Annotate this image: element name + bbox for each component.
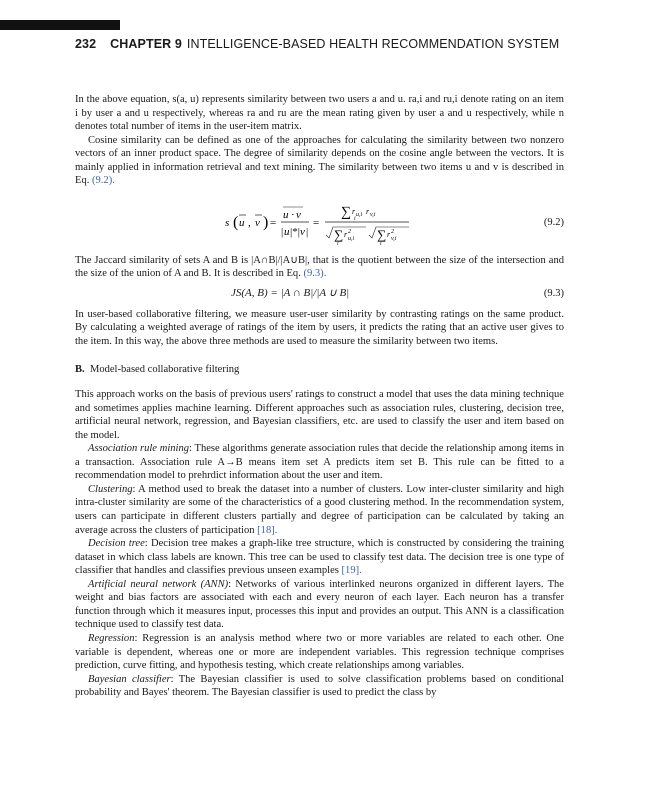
paragraph-clustering (75, 483, 564, 537)
svg-text:i: i (337, 240, 339, 247)
svg-text:|*|: |*| (290, 225, 300, 238)
page-number: 232 (75, 37, 97, 51)
svg-text:2: 2 (348, 228, 351, 235)
section-heading (75, 363, 564, 377)
svg-text:|: | (306, 225, 309, 238)
running-header (75, 37, 575, 51)
paragraph-model-based: This approach works on the basis of previous users' ratings to construct a model that uses the data mining technique and sometimes applies machine learning. Different approaches such as association rules, clustering, decision tree, artificial neural network, regression, and Bayesian classifiers, etc. are used to classify the user and item based on the model. (75, 389, 564, 441)
svg-text:u,i: u,i (348, 235, 355, 242)
svg-text:=: = (270, 216, 277, 229)
paragraph-association-rule (75, 442, 564, 483)
svg-text:i: i (354, 215, 356, 222)
equation-9-3 (75, 283, 564, 305)
section-title: Model-based collaborative filtering (89, 363, 240, 375)
clustering-text: : A method used to break the dataset into a number of clusters. Low inter-cluster similarity and high intra-cluster similarity are some of the characteristics of a good clustering method. In the recommendation system, users can participate in different clusters partially and degree of participation can be calculated by taking an average across the clusters of participation (75, 483, 564, 536)
equation-ref-9-3[interactable]: (9.3). (303, 268, 327, 280)
paragraph-regression (75, 632, 564, 673)
svg-text:r: r (352, 206, 356, 216)
paragraph-bayesian (75, 673, 564, 700)
term-decision-tree: Decision tree (88, 538, 145, 550)
svg-text:i: i (380, 240, 382, 247)
svg-text:∑: ∑ (341, 204, 351, 220)
paragraph-jaccard-text: The Jaccard similarity of sets A and B is |A∩B|/|A∪B|, that is the quotient between the size of the intersection and the size of the union of A and B. It is described in Eq. (75, 254, 564, 280)
page-body (75, 93, 564, 700)
term-association-rule: Association rule mining (88, 443, 190, 455)
citation-19[interactable]: [19]. (341, 565, 362, 577)
equation-ref-9-2[interactable]: (9.2). (92, 175, 115, 187)
equation-9-2 (75, 194, 564, 252)
svg-text:v: v (300, 225, 305, 238)
paragraph-cosine (75, 134, 564, 188)
association-rule-text: : These algorithms generate association rules that decide the relationship among items in a transaction. Association rule A→B means item set A predicts item set B. This rule can be fitted to a recommendation model to prehrdict information about the user and item. (75, 443, 565, 482)
svg-text:u: u (283, 208, 289, 221)
header-bar (0, 20, 120, 30)
regression-text: : Regression is an analysis method where two or more variables are related to each other. One variable is dependent, whereas one or more are independent variables. This regression technique comprises prediction, curve fitting, and hypothesis testing, which create relationships among variables. (75, 632, 564, 672)
term-clustering: Clustering (88, 483, 133, 495)
svg-text:u: u (239, 216, 245, 229)
svg-text:s: s (225, 216, 230, 229)
paragraph-jaccard (75, 254, 564, 281)
paragraph-similarity-definition: In the above equation, s(a, u) represents similarity between two users a and u. ra,i and ru,i denote rating on an item i by user a and u respectively, whereas ra and ru are the mean rating given by user a and u respectively, while n denotes total number of items in the user-item matrix. (75, 94, 564, 133)
svg-text:∑: ∑ (377, 226, 387, 242)
svg-text:,: , (248, 216, 251, 229)
term-bayesian: Bayesian classifier (88, 673, 171, 685)
svg-text:u: u (284, 225, 290, 238)
ann-text: : Networks of various interlinked neurons organized in different layers. The weight and bias factors are associated with each and every neuron of each layer. Each neuron has a transfer function through which it measures input, processes this input and provides an output. This ANN is a classification technique used to classify test data. (75, 578, 564, 631)
bayesian-text: : The Bayesian classifier is used to solve classification problems based on conditional probability and Bayes' theorem. The Bayesian classifier is used to predict the class by (75, 673, 565, 699)
paragraph-cosine-text: Cosine similarity can be defined as one of the approaches for calculating the similarity between two nonzero vectors of an inner product space. The degree of similarity depends on the cosine angle between the vectors. It is mainly applied in information retrieval and text mining. The similarity between two items u and v is described in Eq. (75, 134, 564, 187)
svg-text:r: r (387, 229, 391, 239)
term-ann: Artificial neural network (ANN) (88, 578, 229, 590)
chapter-title: INTELLIGENCE-BASED HEALTH RECOMMENDATION SYSTEM (186, 37, 560, 51)
svg-text:r: r (344, 229, 348, 239)
svg-text:∑: ∑ (334, 226, 344, 242)
svg-text:|: | (281, 225, 284, 238)
chapter-label: CHAPTER 9 (110, 37, 182, 51)
svg-text:v: v (296, 208, 301, 221)
svg-text:): ) (263, 213, 269, 231)
section-label: B. (75, 363, 85, 375)
svg-text:v: v (255, 216, 260, 229)
svg-text:=: = (313, 216, 320, 229)
svg-text:2: 2 (391, 228, 394, 235)
svg-text:r: r (366, 206, 370, 216)
paragraph-user-based: In user-based collaborative filtering, we measure user-user similarity by contrasting ratings on the same product. By calculating a weighted average of ratings of the item by users, it predicts the rating that an active user gives to the item. In this way, the above three methods are used to measure the similarity between two items. (75, 308, 564, 348)
equation-number-9-2: (9.2) (543, 217, 564, 229)
cosine-similarity-formula (225, 194, 485, 252)
citation-18[interactable]: [18]. (257, 524, 278, 536)
svg-text:(: ( (233, 213, 239, 231)
term-regression: Regression (88, 632, 135, 644)
svg-text:·: · (291, 208, 295, 221)
svg-text:u,i: u,i (356, 211, 363, 218)
decision-tree-text: : Decision tree makes a graph-like tree structure, which is constructed by considering the training dataset in which class labels are known. This tree can be used to classify test data. The decision tree is one type of classifier that handles and classifies previous unseen examples (75, 538, 564, 577)
paragraph-decision-tree (75, 537, 564, 578)
paragraph-ann (75, 578, 564, 632)
svg-text:v,i: v,i (370, 211, 376, 218)
equation-number-9-3: (9.3) (543, 288, 564, 300)
svg-text:v,i: v,i (391, 235, 397, 242)
jaccard-formula: JS(A, B) = |A ∩ B|/|A ∪ B| (231, 286, 350, 299)
